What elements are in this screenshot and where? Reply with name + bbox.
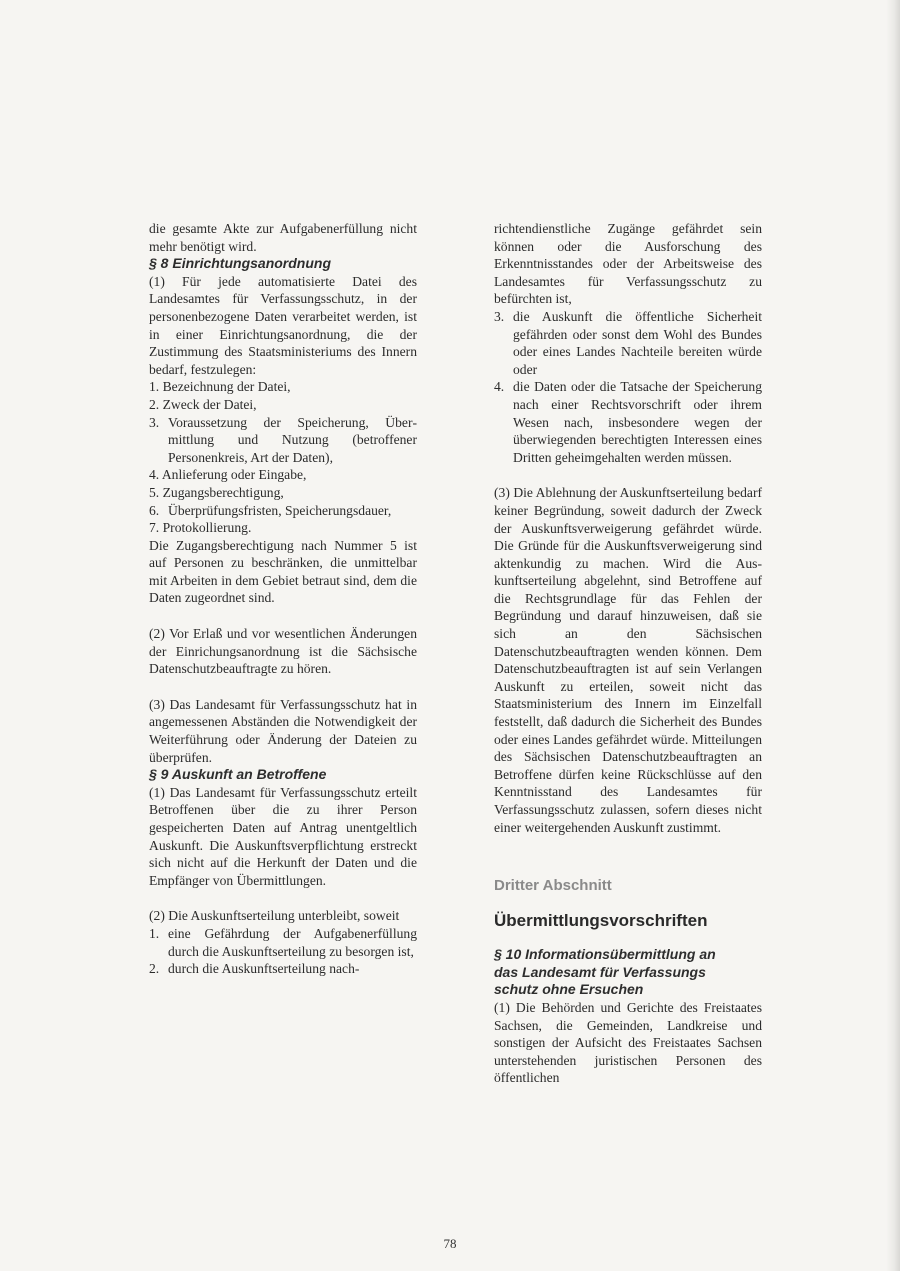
section-10-heading: § 10 Informationsübermittlung an das Landesamt für Verfassungs schutz ohne Ersuchen [494, 946, 716, 998]
page-edge-shadow [886, 0, 900, 1271]
section-8-paragraph-3: (3) Das Landesamt für Verfassungsschutz hat in angemessenen Abständen die Notwendigkeit der Weiterführung oder Änderung der Dateien zu überprüfen. [149, 696, 417, 765]
section-9-list [149, 925, 417, 978]
right-column [494, 220, 762, 1087]
list-item: 4. Anlieferung oder Eingabe, [149, 467, 307, 483]
section-8-heading: § 8 Einrichtungsanordnung [149, 255, 332, 272]
section-8-list-continued [149, 414, 417, 467]
section-8-list-item-6 [149, 502, 417, 520]
section-8-list-item-7 [149, 519, 417, 537]
list-item: 2. Zweck der Datei, [149, 396, 257, 412]
list-item: 7. Protokollierung. [149, 520, 252, 536]
list-item: 4. die Daten oder die Tatsache der Speicherung nach einer Rechtsvorschrift oder ihrem Wesen nach, insbesondere wegen der überwiegenden berechtigten Interessen eines Dritten geheimgehalten werden müssen. [494, 379, 762, 465]
section-title: Dritter Abschnitt [494, 877, 612, 895]
section-9-heading: § 9 Auskunft an Betroffene [149, 766, 327, 783]
page-number: 78 [443, 1236, 457, 1251]
section-8-paragraph-1: (1) Für jede automatisierte Datei des Landesamtes für Verfassungsschutz, in der personenbezogene Daten verarbeitet werden, ist in einer Einrichtungsanordnung, die der Zustimmung des Staatsministeriums des Innern bedarf, festzulegen: [149, 273, 417, 377]
section-8-list [149, 378, 417, 413]
section-8-list-end [149, 466, 417, 501]
list-item: 1. eine Gefährdung der Aufgabenerfüllung durch die Auskunftserteilung zu besorgen ist, [149, 925, 417, 959]
section-8-paragraph-2: (2) Vor Erlaß und vor wesentlichen Änderungen der Einrichungsanordnung ist die Sächsische Datenschutzbeauftragte zu hören. [149, 626, 417, 677]
intro-paragraph: die gesamte Akte zur Aufgabenerfüllung nicht mehr benötigt wird. [149, 221, 417, 254]
section-9-paragraph-2: (2) Die Auskunftserteilung unterbleibt, soweit [149, 908, 400, 924]
continuation-paragraph: richtendienstliche Zugänge gefährdet sein können oder die Ausforschung des Erkenntnisstandes oder der Arbeitsweise des Landesamtes für Verfassungsschutz zu befürchten ist, [494, 221, 762, 307]
section-10-paragraph-1: (1) Die Behörden und Gerichte des Freistaates Sachsen, die Gemeinden, Landkreise und sonstigen der Aufsicht des Freistaates Sachsen unterstehenden juristischen Personen des öffentlichen [494, 999, 762, 1086]
section-9-paragraph-3: (3) Die Ablehnung der Auskunftserteilung bedarf keiner Begründung, soweit dadurch der Zweck der Auskunftsverweigerung gefährdet würde. Die Gründe für die Auskunftsverweigerung sind aktenkundig zu machen. Wird die Auskunftserteilung abgelehnt, sind Betroffene auf die Rechtsgrundlage für das Fehlen der Begründung und darauf hinzuweisen, daß sie sich an den Sächsischen Datenschutzbeauftragten wenden können. Dem Datenschutzbeauftragten ist auf sein Verlangen Auskunft zu erteilen, soweit nicht das Staatsministerium des Innern im Einzelfall feststellt, daß dadurch die Sicherheit des Bundes oder eines Landes gefährdet würde. Mitteilungen des Sächsischen Datenschutzbeauftragten an Betroffene dürfen keine Rückschlüsse auf den Kenntnisstand des Landesamtes für Verfassungsschutz zulassen, sofern dieses nicht einer weitergehenden Auskunft zustimmt. [494, 485, 762, 835]
section-9-list-continued [494, 308, 762, 466]
list-item: 2. durch die Auskunftserteilung nach- [149, 961, 360, 977]
chapter-title: Übermittlungsvorschriften [494, 911, 708, 931]
section-8-paragraph-1-tail: Die Zugangsberechtigung nach Nummer 5 ist auf Personen zu beschränken, die unmittelbar mit Arbeiten in dem Gebiet betraut sind, dem die Daten zugeordnet sind. [149, 537, 417, 606]
left-column [149, 220, 417, 978]
list-item: 3. Voraussetzung der Speicherung, Übermittlung und Nutzung (betroffener Personenkreis, Art der Daten), [149, 414, 417, 465]
list-item: 6. Überprüfungsfristen, Speicherungsdauer, [149, 502, 392, 518]
section-9-paragraph-1: (1) Das Landesamt für Verfassungsschutz erteilt Betroffenen über die zu ihrer Person gespeicherten Daten auf Antrag unentgeltlich Auskunft. Die Auskunftsverpflichtung erstreckt sich nicht auf die Herkunft der Daten und die Empfänger von Übermittlungen. [149, 784, 417, 888]
list-item: 5. Zugangsberechtigung, [149, 484, 284, 500]
list-item: 3. die Auskunft die öffentliche Sicherheit gefährden oder sonst dem Wohl des Bundes oder eines Landes Nachteile bereiten würde oder [494, 308, 762, 377]
list-item: 1. Bezeichnung der Datei, [149, 379, 291, 395]
